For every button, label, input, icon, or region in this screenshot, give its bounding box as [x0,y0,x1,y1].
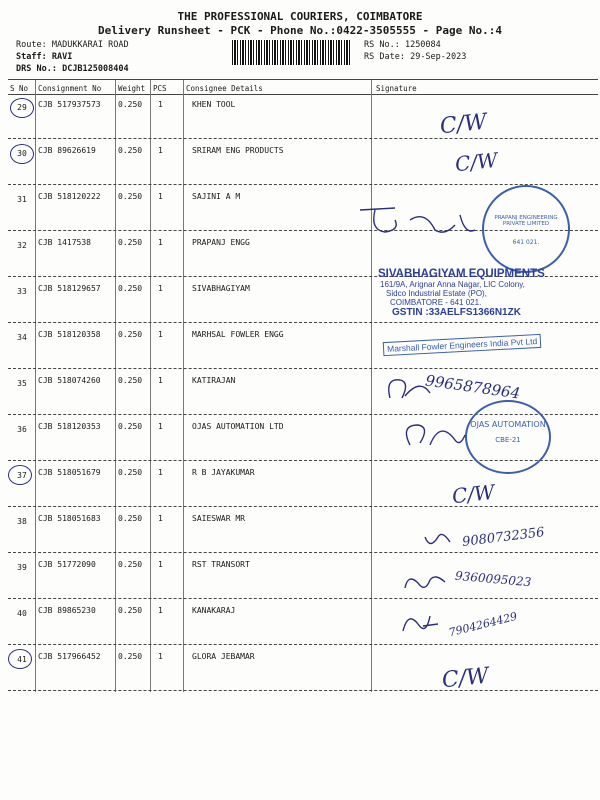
handwritten-phone: 9080732356 [461,525,546,550]
row-sno: 39 [17,563,27,572]
row-weight: 0.250 [118,146,143,155]
ojas-stamp-city: CBE-21 [495,436,521,444]
rs-no-value: 1250084 [404,40,441,50]
row-consignment-no: CJB 518074260 [38,376,101,385]
handwritten-circle [8,649,32,669]
barcode [232,40,352,65]
marshall-stamp: Marshall Fowler Engineers India Pvt Ltd [383,334,542,356]
col-sno: S No [10,84,29,93]
siva-name: SIVABHAGIYAM EQUIPMENTS [378,268,545,280]
handwritten-cw: C/W [450,479,496,509]
row-sno: 40 [17,609,27,618]
col-consignment: Consignment No [38,84,102,93]
route-value: MADUKKARAI ROAD [51,40,129,50]
row-weight: 0.250 [118,100,143,109]
col-divider [35,80,36,692]
prapanj-stamp [482,185,570,273]
row-weight: 0.250 [118,238,143,247]
handwritten-cw: C/W [440,663,491,694]
siva-addr2: Sidco Industrial Estate (PO), [386,289,487,298]
staff-value: RAVI [51,52,73,62]
handwritten-phone: 9965878964 [424,371,522,403]
ojas-stamp [465,400,551,474]
col-pcs: PCS [153,84,167,93]
row-sno: 41 [17,655,27,664]
route-label: Route: [16,40,47,50]
handwritten-phone: 7904264429 [447,609,519,640]
header-top-rule [8,79,598,80]
row-consignment-no: CJB 518051683 [38,514,101,523]
row-pcs: 1 [158,606,163,615]
siva-addr1: 161/9A, Arignar Anna Nagar, LIC Colony, [380,280,525,289]
row-weight: 0.250 [118,284,143,293]
row-sno: 33 [17,287,27,296]
staff-line [16,52,72,62]
row-weight: 0.250 [118,422,143,431]
signature-scribble [420,522,460,552]
handwritten-circle [8,465,32,485]
signature-scribble [400,568,450,598]
row-weight: 0.250 [118,606,143,615]
row-sno: 32 [17,241,27,250]
row-separator [8,552,598,553]
row-separator [8,690,598,691]
row-sno: 31 [17,195,27,204]
siva-addr3: COIMBATORE - 641 021. [390,298,482,307]
rs-date-label: RS Date: [364,52,405,62]
row-sno: 38 [17,517,27,526]
signature-scribble [355,200,485,240]
rs-no-label: RS No.: [364,40,400,50]
row-consignee: R B JAYAKUMAR [192,468,255,477]
row-consignee: KHEN TOOL [192,100,236,109]
row-separator [8,506,598,507]
col-divider [150,80,151,692]
handwritten-circle [10,98,34,118]
col-consignee: Consignee Details [186,84,263,93]
col-divider [115,80,116,692]
staff-label: Staff: [16,52,47,62]
row-weight: 0.250 [118,376,143,385]
row-consignee: KATIRAJAN [192,376,236,385]
row-separator [8,644,598,645]
row-consignee: SRIRAM ENG PRODUCTS [192,146,284,155]
runsheet-subtitle: Delivery Runsheet - PCK - Phone No.:0422-3505555 - Page No.:4 [98,24,502,37]
rs-date-line [364,52,466,62]
row-consignment-no: CJB 518120358 [38,330,101,339]
handwritten-cw: C/W [438,109,489,140]
row-pcs: 1 [158,284,163,293]
row-pcs: 1 [158,330,163,339]
row-pcs: 1 [158,514,163,523]
row-consignment-no: CJB 518051679 [38,468,101,477]
row-consignee: PRAPANJ ENGG [192,238,250,247]
rs-date-value: 29-Sep-2023 [410,52,467,62]
row-separator [8,322,598,323]
row-consignee: MARHSAL FOWLER ENGG [192,330,284,339]
row-sno: 35 [17,379,27,388]
header-bottom-rule [8,94,598,95]
row-sno: 29 [17,103,27,112]
row-pcs: 1 [158,376,163,385]
row-pcs: 1 [158,468,163,477]
row-pcs: 1 [158,422,163,431]
row-consignment-no: CJB 89865230 [38,606,96,615]
row-pcs: 1 [158,192,163,201]
row-weight: 0.250 [118,468,143,477]
row-pcs: 1 [158,100,163,109]
row-consignee: OJAS AUTOMATION LTD [192,422,284,431]
drs-line [16,64,129,74]
row-pcs: 1 [158,238,163,247]
row-consignment-no: CJB 51772090 [38,560,96,569]
row-pcs: 1 [158,560,163,569]
row-separator [8,598,598,599]
row-consignee: GLORA JEBAMAR [192,652,255,661]
rs-no-line [364,40,441,50]
row-consignment-no: CJB 518120222 [38,192,101,201]
prapanj-stamp-city: 641 021. [512,239,540,246]
signature-scribble [400,415,470,455]
row-separator [8,368,598,369]
row-pcs: 1 [158,146,163,155]
row-consignee: KANAKARAJ [192,606,236,615]
ojas-stamp-text: OJAS AUTOMATION [470,420,546,429]
row-sno: 36 [17,425,27,434]
row-weight: 0.250 [118,560,143,569]
row-consignment-no: CJB 89626619 [38,146,96,155]
drs-value: DCJB125008404 [62,64,129,74]
drs-label: DRS No.: [16,64,57,74]
siva-gstin: GSTIN :33AELFS1366N1ZK [392,307,521,318]
row-weight: 0.250 [118,514,143,523]
handwritten-cw: C/W [453,147,499,177]
row-sno: 30 [17,149,27,158]
col-weight: Weight [118,84,146,93]
row-weight: 0.250 [118,192,143,201]
row-sno: 37 [17,471,27,480]
row-weight: 0.250 [118,652,143,661]
handwritten-phone: 9360095023 [454,568,532,590]
row-consignee: SAIESWAR MR [192,514,245,523]
route-line [16,40,129,50]
row-consignment-no: CJB 1417538 [38,238,91,247]
handwritten-circle [10,144,34,164]
row-consignment-no: CJB 518129657 [38,284,101,293]
col-divider [371,80,372,692]
col-signature: Signature [376,84,417,93]
company-title: THE PROFESSIONAL COURIERS, COIMBATORE [177,10,423,23]
signature-scribble [398,606,443,641]
row-separator [8,138,598,139]
row-consignment-no: CJB 518120353 [38,422,101,431]
row-consignment-no: CJB 517937573 [38,100,101,109]
row-separator [8,184,598,185]
prapanj-stamp-text: PRAPANJ ENGINEERING PRIVATE LIMITED [494,215,558,227]
col-divider [183,80,184,692]
sivabhagiyam-stamp [378,268,545,318]
row-sno: 34 [17,333,27,342]
row-consignment-no: CJB 517966452 [38,652,101,661]
row-consignee: RST TRANSORT [192,560,250,569]
row-consignee: SIVABHAGIYAM [192,284,250,293]
row-pcs: 1 [158,652,163,661]
row-consignee: SAJINI A M [192,192,241,201]
row-weight: 0.250 [118,330,143,339]
